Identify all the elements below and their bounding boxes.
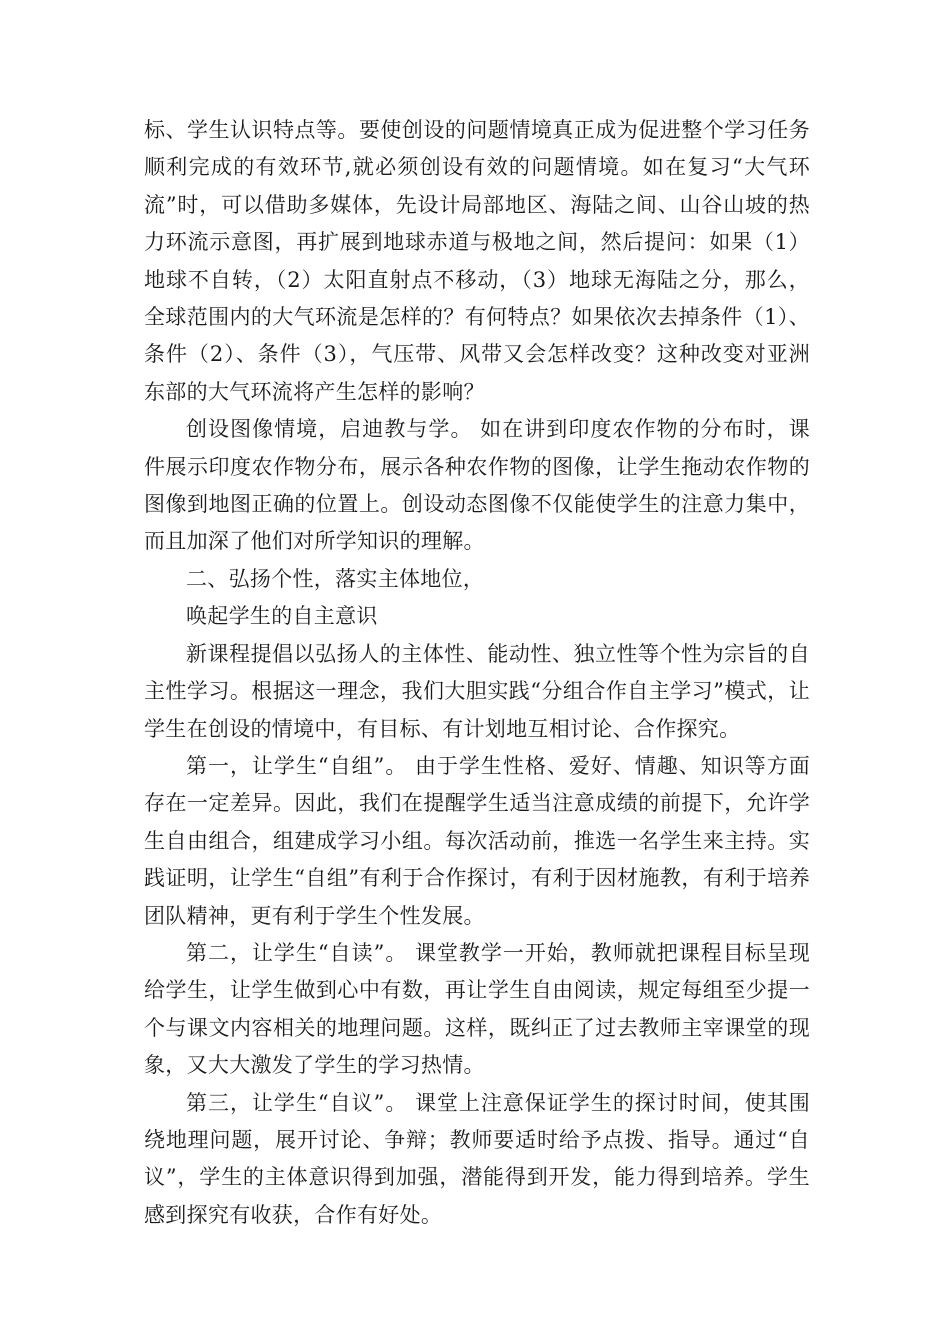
paragraph-self-reading: 第二，让学生“自读”。 课堂教学一开始，教师就把课程目标呈现给学生，让学生做到心中有数，再让学生自由阅读，规定每组至少提一个与课文内容相关的地理问题。这样，既纠正了过去教师主宰课堂的现象，又大大激发了学生的学习热情。 — [144, 940, 810, 1078]
section-heading: 二、弘扬个性，落实主体地位， — [186, 566, 485, 591]
paragraph-new-curriculum: 新课程提倡以弘扬人的主体性、能动性、独立性等个性为宗旨的自主性学习。根据这一理念，我们大胆实践“分组合作自主学习”模式，让学生在创设的情境中，有目标、有计划地互相讨论、合作探究。 — [144, 641, 810, 741]
paragraph-atmospheric-circulation: 标、学生认识特点等。要使创设的问题情境真正成为促进整个学习任务顺利完成的有效环节,就必须创设有效的问题情境。如在复习“大气环流”时，可以借助多媒体，先设计局部地区、海陆之间、山谷山坡的热力环流示意图，再扩展到地球赤道与极地之间，然后提问：如果（1）地球不自转，（2）太阳直射点不移动，（3）地球无海陆之分，那么，全球范围内的大气环流是怎样的？有何特点？如果依次去掉条件（1）、条件（2）、条件（3），气压带、风带又会怎样改变？这种改变对亚洲东部的大气环流将产生怎样的影响？ — [144, 118, 810, 404]
document-body — [144, 112, 810, 1234]
paragraph-self-discussion: 第三，让学生“自议”。 课堂上注意保证学生的探讨时间，使其围绕地理问题，展开讨论、争辩；教师要适时给予点拨、指导。通过“自议”，学生的主体意识得到加强，潜能得到开发，能力得到培养。学生感到探究有收获，合作有好处。 — [144, 1090, 810, 1227]
paragraph-image-situation: 创设图像情境，启迪教与学。 如在讲到印度农作物的分布时，课件展示印度农作物分布，展示各种农作物的图像，让学生拖动农作物的图像到地图正确的位置上。创设动态图像不仅能使学生的注意力集中，而且加深了他们对所学知识的理解。 — [144, 417, 810, 554]
paragraph-self-grouping: 第一，让学生“自组”。 由于学生性格、爱好、情趣、知识等方面存在一定差异。因此，我们在提醒学生适当注意成绩的前提下，允许学生自由组合，组建成学习小组。每次活动前，推选一名学生来主持。实践证明，让学生“自组”有利于合作探讨，有利于因材施教，有利于培养团队精神，更有利于学生个性发展。 — [144, 753, 810, 928]
section-subheading: 唤起学生的自主意识 — [186, 604, 378, 629]
